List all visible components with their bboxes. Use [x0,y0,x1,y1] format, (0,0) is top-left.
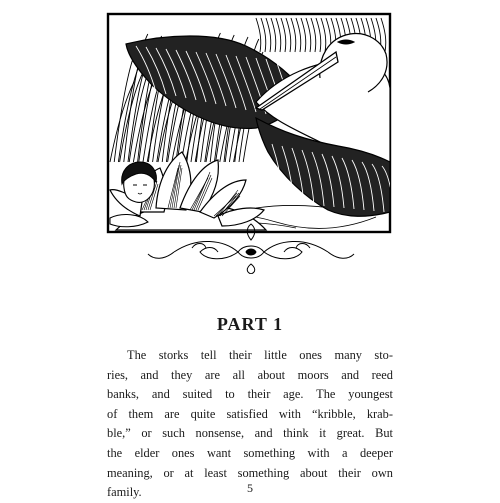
story-line: The storks tell their little ones many sto- [127,348,393,362]
story-line: the elder ones want something with a deeper [107,445,393,460]
chapter-heading: PART 1 [216,314,284,334]
story-line: meaning, or at least something about their own [107,465,393,480]
story-paragraph [107,346,393,503]
page-number: 5 [247,481,253,495]
story-line: of them are quite satisfied with “kribble, krab- [107,406,393,421]
story-line: family. [107,485,142,500]
stork-illustration [106,12,396,274]
story-line: banks, and suited to their age. The youngest [107,387,393,402]
story-line: ble,” or such nonsense, and think it great. But [107,426,393,441]
story-line: ries, and they are all about moors and reed [107,367,393,382]
